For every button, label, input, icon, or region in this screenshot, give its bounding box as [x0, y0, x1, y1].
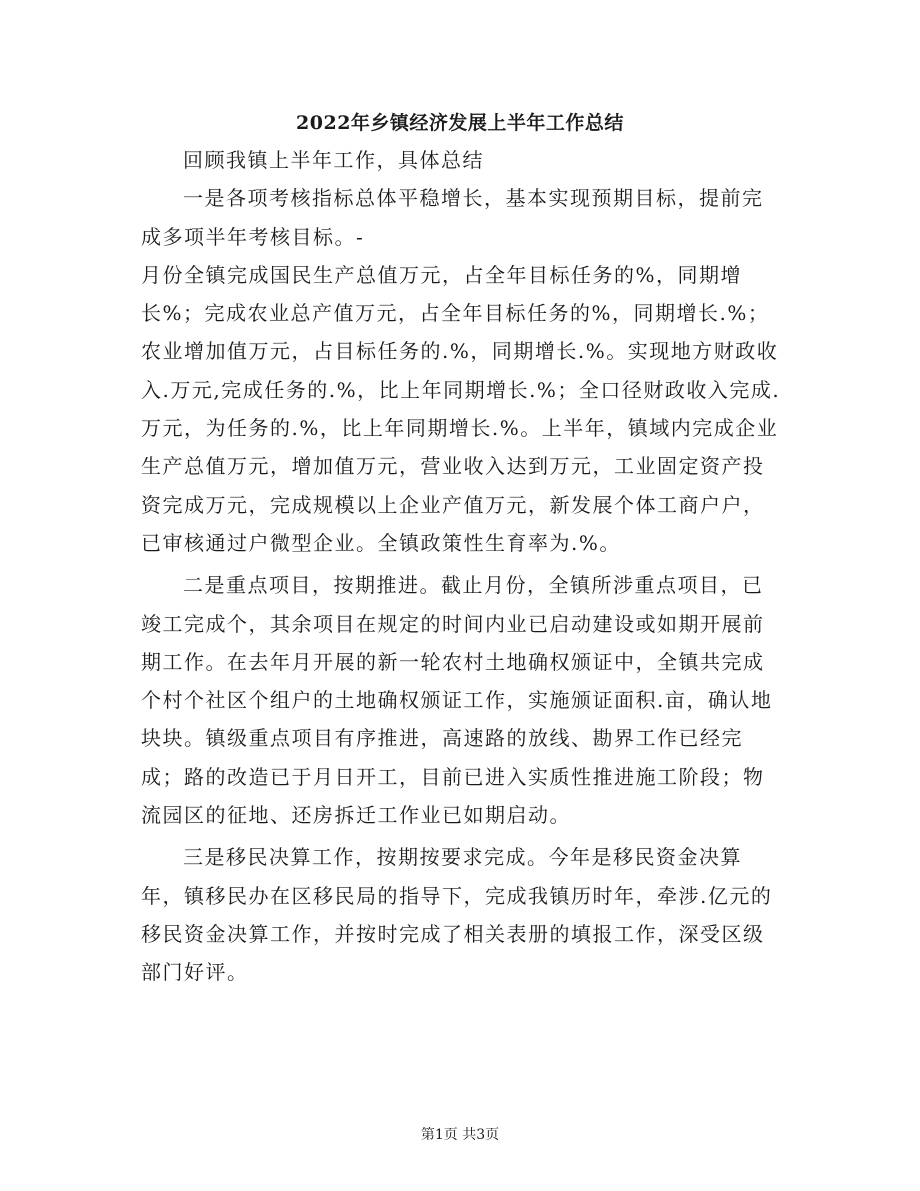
paragraph-1-details: 月份全镇完成国民生产总值万元，占全年目标任务的%，同期增长%；完成农业总产值万元，占全年目标任务的%，同期增长.%；农业增加值万元，占目标任务的.%，同期增长.%。实现地方财政收入.万元,完成任务的.%，比上年同期增长.%；全口径财政收入完成.万元，为任务的.%，比上年同期增长.%。上半年，镇域内完成企业生产总值万元，增加值万元，营业收入达到万元，工业固定资产投资完成万元，完成规模以上企业产值万元，新发展个体工商户户，已审核通过户微型企业。全镇政策性生育率为.%。	[141, 262, 781, 555]
document-title: 2022年乡镇经济发展上半年工作总结	[296, 112, 624, 134]
paragraph-1: 一是各项考核指标总体平稳增长，基本实现预期目标，提前完成多项半年考核目标。-	[141, 186, 764, 249]
paragraph-2: 二是重点项目，按期推进。截止月份，全镇所涉重点项目，已竣工完成个，其余项目在规定的时间内业已启动建设或如期开展前期工作。在去年月开展的新一轮农村土地确权颁证中，全镇共完成个村个社区个组户的土地确权颁证工作，实施颁证面积.亩，确认地块块。镇级重点项目有序推进，高速路的放线、勘界工作已经完成；路的改造已于月日开工，目前已进入实质性推进施工阶段；物流园区的征地、还房拆迁工作业已如期启动。	[141, 573, 773, 828]
paragraph-intro: 回顾我镇上半年工作，具体总结	[183, 148, 484, 172]
paragraph-3: 三是移民决算工作，按期按要求完成。今年是移民资金决算年，镇移民办在区移民局的指导下，完成我镇历时年，牵涉.亿元的移民资金决算工作，并按时完成了相关表册的填报工作，深受区级部门好评。	[141, 845, 773, 985]
page-number: 第1页 共3页	[420, 1127, 500, 1143]
document-body	[141, 141, 781, 992]
